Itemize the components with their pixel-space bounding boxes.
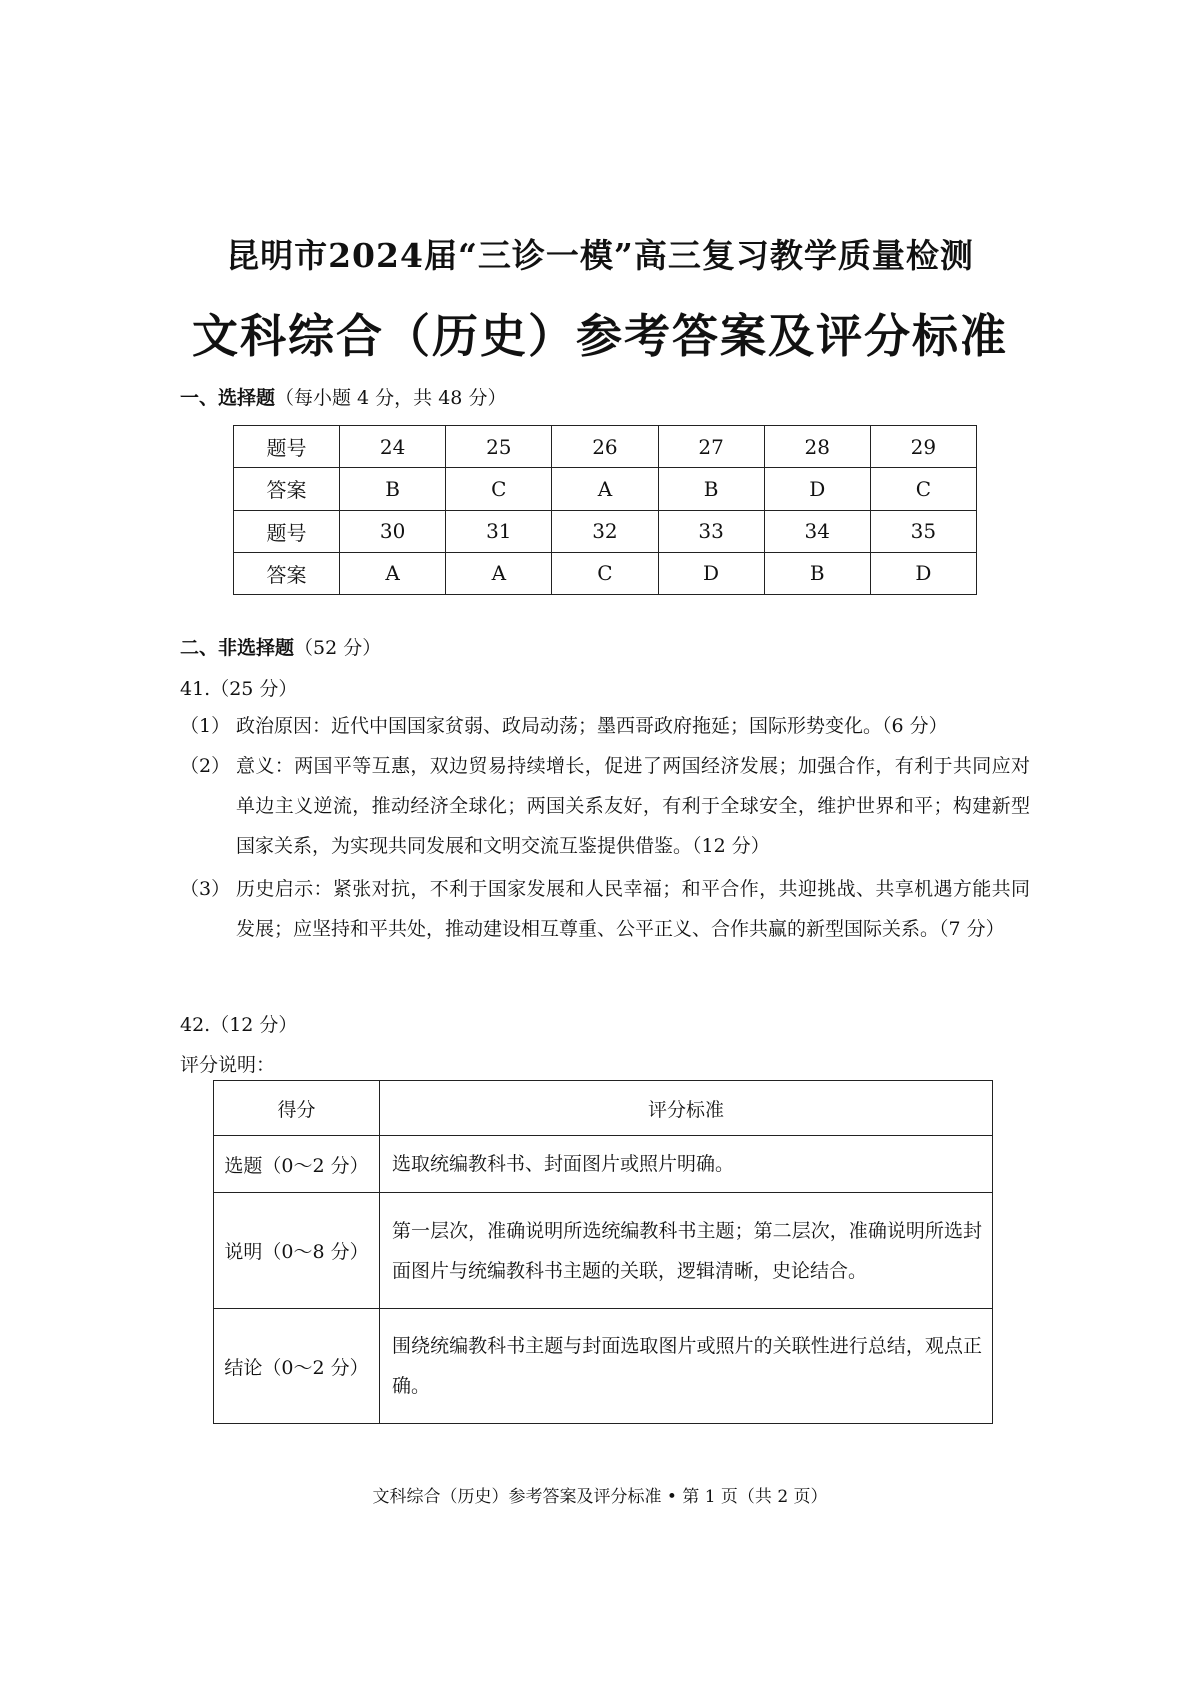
item-number: （3）	[180, 878, 231, 900]
section1-heading	[180, 383, 506, 410]
row-label: 答案	[234, 552, 340, 594]
header-score: 得分	[214, 1081, 380, 1136]
answer-item	[180, 869, 1030, 989]
item-number: （1）	[180, 715, 231, 737]
section2-title: 二、非选择题	[180, 637, 295, 659]
answer-cell: D	[658, 552, 764, 594]
answer-item	[180, 746, 1030, 866]
standard-cell: 围绕统编教科书主题与封面选取图片或照片的关联性进行总结，观点正确。	[380, 1309, 993, 1424]
section1-title: 一、选择题	[180, 387, 276, 409]
question-number: 30	[340, 510, 446, 552]
question-42-heading: 42.（12 分）	[180, 1014, 298, 1036]
table-row	[214, 1309, 993, 1424]
question-number: 27	[658, 426, 764, 468]
standard-cell: 第一层次，准确说明所选统编教科书主题；第二层次，准确说明所选封面图片与统编教科书主题的关联，逻辑清晰，史论结合。	[380, 1193, 993, 1309]
question-number: 31	[446, 510, 552, 552]
row-label: 题号	[234, 426, 340, 468]
scoring-note: 评分说明：	[180, 1054, 276, 1076]
question-41-heading: 41.（25 分）	[180, 678, 298, 700]
exam-title: 昆明市2024届“三诊一模”高三复习教学质量检测	[226, 236, 974, 275]
section2-heading	[180, 633, 381, 660]
question-number: 35	[870, 510, 976, 552]
table-row	[234, 468, 977, 510]
row-label: 题号	[234, 510, 340, 552]
scoring-rubric-table	[213, 1080, 993, 1424]
table-row	[214, 1193, 993, 1309]
answer-cell: B	[658, 468, 764, 510]
answer-cell: C	[446, 468, 552, 510]
item-text: 意义：两国平等互惠，双边贸易持续增长，促进了两国经济发展；加强合作，有利于共同应对单边主义逆流，推动经济全球化；两国关系友好，有利于全球安全，维护世界和平；构建新型国家关系，为实现共同发展和文明交流互鉴提供借鉴。（12 分）	[236, 755, 1030, 857]
answer-cell: D	[764, 468, 870, 510]
answer-cell: A	[552, 468, 658, 510]
header-standard: 评分标准	[380, 1081, 993, 1136]
answer-key-title: 文科综合（历史）参考答案及评分标准	[192, 309, 1008, 363]
answer-cell: B	[340, 468, 446, 510]
question-number: 24	[340, 426, 446, 468]
question-number: 25	[446, 426, 552, 468]
question-number: 29	[870, 426, 976, 468]
item-number: （2）	[180, 755, 231, 777]
table-header-row	[214, 1081, 993, 1136]
answer-item	[180, 706, 1030, 746]
answer-cell: B	[764, 552, 870, 594]
item-text: 政治原因：近代中国国家贫弱、政局动荡；墨西哥政府拖延；国际形势变化。（6 分）	[236, 715, 948, 737]
section1-note: （每小题 4 分，共 48 分）	[275, 387, 507, 409]
section2-note: （52 分）	[294, 637, 382, 659]
answer-cell: C	[552, 552, 658, 594]
answer-cell: A	[340, 552, 446, 594]
table-row	[214, 1136, 993, 1193]
score-cell: 说明（0～8 分）	[214, 1193, 380, 1309]
question-number: 34	[764, 510, 870, 552]
score-cell: 选题（0～2 分）	[214, 1136, 380, 1193]
question-number: 32	[552, 510, 658, 552]
item-text: 历史启示：紧张对抗，不利于国家发展和人民幸福；和平合作，共迎挑战、共享机遇方能共同发展；应坚持和平共处，推动建设相互尊重、公平正义、合作共赢的新型国际关系。（7 分）	[236, 878, 1030, 940]
answer-cell: D	[870, 552, 976, 594]
score-cell: 结论（0～2 分）	[214, 1309, 380, 1424]
row-label: 答案	[234, 468, 340, 510]
multiple-choice-answer-table	[233, 425, 977, 595]
table-row	[234, 426, 977, 468]
question-number: 26	[552, 426, 658, 468]
answer-cell: A	[446, 552, 552, 594]
standard-cell: 选取统编教科书、封面图片或照片明确。	[380, 1136, 993, 1193]
table-row	[234, 552, 977, 594]
table-row	[234, 510, 977, 552]
answer-cell: C	[870, 468, 976, 510]
question-number: 33	[658, 510, 764, 552]
page-footer: 文科综合（历史）参考答案及评分标准 • 第 1 页（共 2 页）	[372, 1487, 828, 1507]
question-number: 28	[764, 426, 870, 468]
